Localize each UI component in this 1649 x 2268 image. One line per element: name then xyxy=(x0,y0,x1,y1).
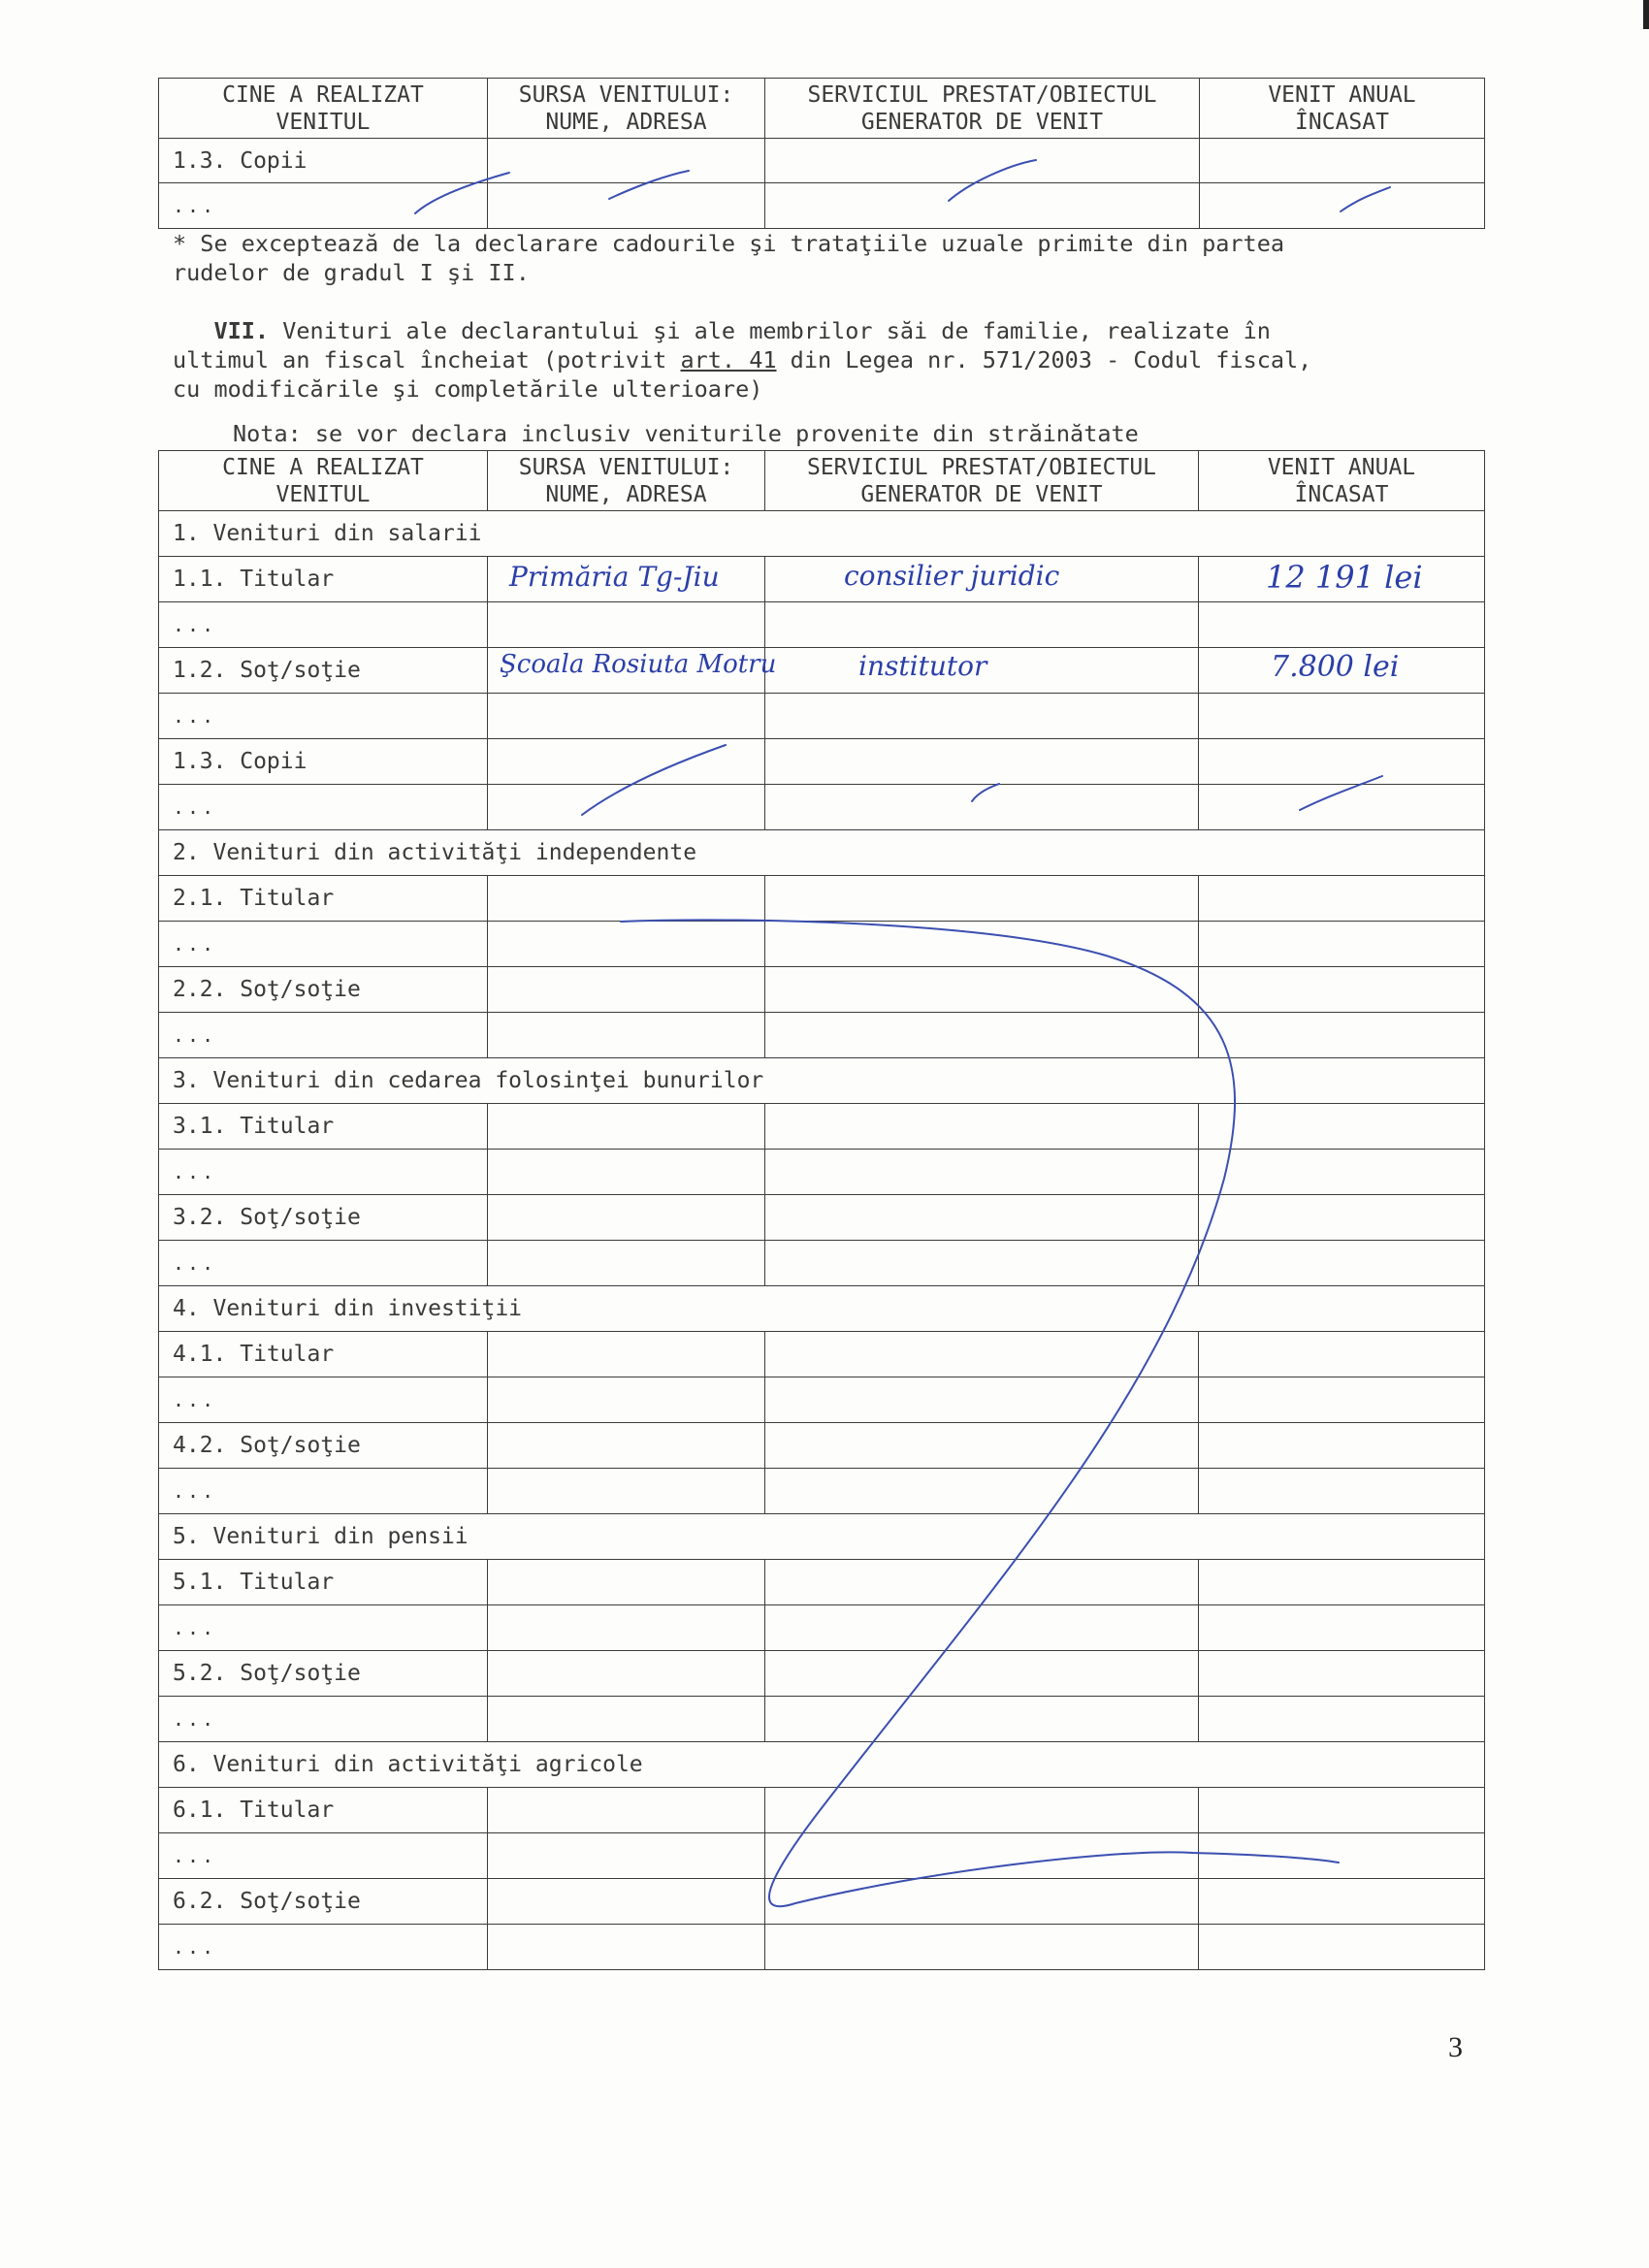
cell-amount xyxy=(1199,1697,1485,1742)
table-header-row xyxy=(159,79,1485,139)
row-label: 4.1. Titular xyxy=(159,1332,488,1377)
row-label: 6.1. Titular xyxy=(159,1788,488,1833)
section-vii-text-b: din Legea nr. 571/2003 - Codul fiscal, xyxy=(776,346,1312,373)
row-label: 6.2. Soţ/soţie xyxy=(159,1879,488,1925)
header-cine: CINE A REALIZAT VENITUL xyxy=(159,79,488,139)
cell-source xyxy=(488,1879,765,1925)
header-serviciul: SERVICIUL PRESTAT/OBIECTUL GENERATOR DE VENIT xyxy=(765,451,1199,511)
table-row xyxy=(159,1605,1485,1651)
table-row xyxy=(159,1651,1485,1697)
cell-source xyxy=(488,694,765,739)
section-title: 5. Venituri din pensii xyxy=(159,1514,1485,1560)
table-row xyxy=(159,1925,1485,1970)
row-label: 1.2. Soţ/soţie xyxy=(159,648,488,694)
hand-service-titular: consilier juridic xyxy=(844,560,1060,592)
table-header-row xyxy=(159,451,1485,511)
page-edge xyxy=(1643,0,1649,29)
row-label: 3.2. Soţ/soţie xyxy=(159,1195,488,1241)
page-number: 3 xyxy=(1448,2031,1463,2063)
section-row xyxy=(159,1514,1485,1560)
cell-service xyxy=(765,739,1199,785)
cell-source xyxy=(488,1241,765,1286)
table-row xyxy=(159,1879,1485,1925)
row-label: 2.1. Titular xyxy=(159,876,488,922)
table-row xyxy=(159,1013,1485,1058)
cell-service xyxy=(765,922,1199,967)
cell-service xyxy=(765,1879,1199,1925)
footnote-line-1: * Se exceptează de la declarare cadourile şi trataţiile uzuale primite din partea xyxy=(173,230,1285,257)
cell-amount xyxy=(1199,1879,1485,1925)
cell-amount xyxy=(1200,183,1485,229)
section-vii-line-2 xyxy=(173,345,1311,374)
hand-source-titular: Primăria Tg-Jiu xyxy=(509,561,720,593)
cell-service xyxy=(765,1833,1199,1879)
cell-amount xyxy=(1199,1651,1485,1697)
table-row xyxy=(159,1377,1485,1423)
table-row xyxy=(159,1560,1485,1605)
table-row xyxy=(159,694,1485,739)
header-venit: VENIT ANUAL ÎNCASAT xyxy=(1200,79,1485,139)
header-cine: CINE A REALIZAT VENITUL xyxy=(159,451,488,511)
cell-source xyxy=(488,1560,765,1605)
row-label: ... xyxy=(159,1013,488,1058)
cell-service xyxy=(765,1423,1199,1469)
table-row xyxy=(159,1788,1485,1833)
section-vii-roman: VII. xyxy=(213,317,270,344)
cell-amount xyxy=(1199,876,1485,922)
row-label: ... xyxy=(159,183,488,229)
cell-source xyxy=(488,1605,765,1651)
cell-source xyxy=(488,876,765,922)
cell-service xyxy=(765,967,1199,1013)
table-row xyxy=(159,1241,1485,1286)
section-title: 2. Venituri din activităţi independente xyxy=(159,830,1485,876)
cell-amount xyxy=(1199,602,1485,648)
section-vii-line-1 xyxy=(173,316,1271,345)
table-row xyxy=(159,602,1485,648)
table-row xyxy=(159,739,1485,785)
cell-source xyxy=(488,1925,765,1970)
header-sursa: SURSA VENITULUI: NUME, ADRESA xyxy=(488,79,765,139)
cell-service xyxy=(765,1925,1199,1970)
cell-service xyxy=(765,602,1199,648)
cell-amount xyxy=(1199,1013,1485,1058)
article-link[interactable]: art. 41 xyxy=(680,346,777,373)
cell-source xyxy=(488,1788,765,1833)
table-row xyxy=(159,922,1485,967)
row-label: ... xyxy=(159,694,488,739)
cell-service xyxy=(765,694,1199,739)
cell-amount xyxy=(1199,1925,1485,1970)
cell-amount xyxy=(1199,1423,1485,1469)
section-vii-line-3: cu modificările şi completările ulterioare) xyxy=(173,375,763,403)
cell-amount xyxy=(1199,739,1485,785)
hand-source-sot: Şcoala Rosiuta Motru xyxy=(500,650,777,679)
cell-amount xyxy=(1199,1150,1485,1195)
section-title: 4. Venituri din investiţii xyxy=(159,1286,1485,1332)
section-title: 3. Venituri din cedarea folosinţei bunurilor xyxy=(159,1058,1485,1104)
table-row xyxy=(159,1150,1485,1195)
table-row xyxy=(159,1469,1485,1514)
cell-source xyxy=(488,785,765,830)
cell-service xyxy=(765,1332,1199,1377)
row-label: 5.1. Titular xyxy=(159,1560,488,1605)
table-row xyxy=(159,1332,1485,1377)
cell-source xyxy=(488,1013,765,1058)
cell-service xyxy=(765,785,1199,830)
cell-amount xyxy=(1199,1469,1485,1514)
row-label: 4.2. Soţ/soţie xyxy=(159,1423,488,1469)
section-title: 6. Venituri din activităţi agricole xyxy=(159,1742,1485,1788)
cell-source xyxy=(488,1697,765,1742)
row-label: ... xyxy=(159,1697,488,1742)
cell-service xyxy=(765,876,1199,922)
cell-amount xyxy=(1199,1833,1485,1879)
cell-amount xyxy=(1199,1788,1485,1833)
cell-amount xyxy=(1199,1104,1485,1150)
table-row xyxy=(159,785,1485,830)
row-label: ... xyxy=(159,1241,488,1286)
cell-service xyxy=(765,183,1200,229)
cell-amount xyxy=(1199,1605,1485,1651)
cell-service xyxy=(765,1377,1199,1423)
section-vii-text-a: ultimul an fiscal încheiat (potrivit xyxy=(173,346,681,373)
cell-source xyxy=(488,183,765,229)
cell-service xyxy=(765,1788,1199,1833)
cell-source xyxy=(488,1651,765,1697)
section-row xyxy=(159,830,1485,876)
table-row xyxy=(159,967,1485,1013)
cell-source xyxy=(488,739,765,785)
row-label: 1.3. Copii xyxy=(159,739,488,785)
row-label: ... xyxy=(159,922,488,967)
cell-service xyxy=(765,1241,1199,1286)
cell-source xyxy=(488,1469,765,1514)
row-label: ... xyxy=(159,1377,488,1423)
cell-service xyxy=(765,1013,1199,1058)
table-row xyxy=(159,183,1485,229)
cell-amount xyxy=(1199,1377,1485,1423)
section-row xyxy=(159,511,1485,557)
cell-amount xyxy=(1199,967,1485,1013)
section-vii-text: Venituri ale declarantului şi ale membrilor săi de familie, realizate în xyxy=(269,317,1271,344)
table-row xyxy=(159,139,1485,183)
cell-amount xyxy=(1199,1241,1485,1286)
row-label: ... xyxy=(159,1150,488,1195)
cell-amount xyxy=(1199,694,1485,739)
cell-amount xyxy=(1199,1560,1485,1605)
hand-amount-sot: 7.800 lei xyxy=(1271,650,1400,684)
table-row xyxy=(159,1195,1485,1241)
cell-service xyxy=(765,1469,1199,1514)
row-label: 1.3. Copii xyxy=(159,139,488,183)
row-label: ... xyxy=(159,1833,488,1879)
section-title: 1. Venituri din salarii xyxy=(159,511,1485,557)
cell-service xyxy=(765,1195,1199,1241)
cell-amount xyxy=(1199,922,1485,967)
cell-service xyxy=(765,1560,1199,1605)
hand-service-sot: institutor xyxy=(858,650,987,682)
nota-line: Nota: se vor declara inclusiv veniturile provenite din străinătate xyxy=(233,420,1139,447)
row-label: ... xyxy=(159,1605,488,1651)
income-table-body xyxy=(159,511,1485,1970)
cell-source xyxy=(488,1833,765,1879)
cell-service xyxy=(765,1150,1199,1195)
row-label: 5.2. Soţ/soţie xyxy=(159,1651,488,1697)
row-label: 3.1. Titular xyxy=(159,1104,488,1150)
cell-source xyxy=(488,1423,765,1469)
cell-source xyxy=(488,1332,765,1377)
previous-income-table xyxy=(158,78,1485,229)
cell-source xyxy=(488,602,765,648)
cell-source xyxy=(488,1150,765,1195)
row-label: ... xyxy=(159,1925,488,1970)
section-row xyxy=(159,1286,1485,1332)
cell-amount xyxy=(1199,1195,1485,1241)
table-row xyxy=(159,1423,1485,1469)
cell-amount xyxy=(1199,1332,1485,1377)
cell-source xyxy=(488,1195,765,1241)
header-venit: VENIT ANUAL ÎNCASAT xyxy=(1199,451,1485,511)
cell-service xyxy=(765,1651,1199,1697)
cell-service xyxy=(765,1605,1199,1651)
cell-source xyxy=(488,1104,765,1150)
section-row xyxy=(159,1058,1485,1104)
row-label: 1.1. Titular xyxy=(159,557,488,602)
cell-service xyxy=(765,139,1200,183)
row-label: 2.2. Soţ/soţie xyxy=(159,967,488,1013)
row-label: ... xyxy=(159,785,488,830)
cell-amount xyxy=(1199,785,1485,830)
header-serviciul: SERVICIUL PRESTAT/OBIECTUL GENERATOR DE VENIT xyxy=(765,79,1200,139)
footnote-line-2: rudelor de gradul I şi II. xyxy=(173,259,530,286)
cell-source xyxy=(488,922,765,967)
row-label: ... xyxy=(159,602,488,648)
header-sursa: SURSA VENITULUI: NUME, ADRESA xyxy=(488,451,765,511)
row-label: ... xyxy=(159,1469,488,1514)
cell-service xyxy=(765,1697,1199,1742)
table-row xyxy=(159,1833,1485,1879)
section-row xyxy=(159,1742,1485,1788)
cell-source xyxy=(488,967,765,1013)
cell-amount xyxy=(1200,139,1485,183)
cell-source xyxy=(488,1377,765,1423)
table-row xyxy=(159,876,1485,922)
hand-amount-titular: 12 191 lei xyxy=(1266,559,1423,596)
cell-service xyxy=(765,1104,1199,1150)
cell-source xyxy=(488,139,765,183)
table-row xyxy=(159,1104,1485,1150)
table-row xyxy=(159,1697,1485,1742)
